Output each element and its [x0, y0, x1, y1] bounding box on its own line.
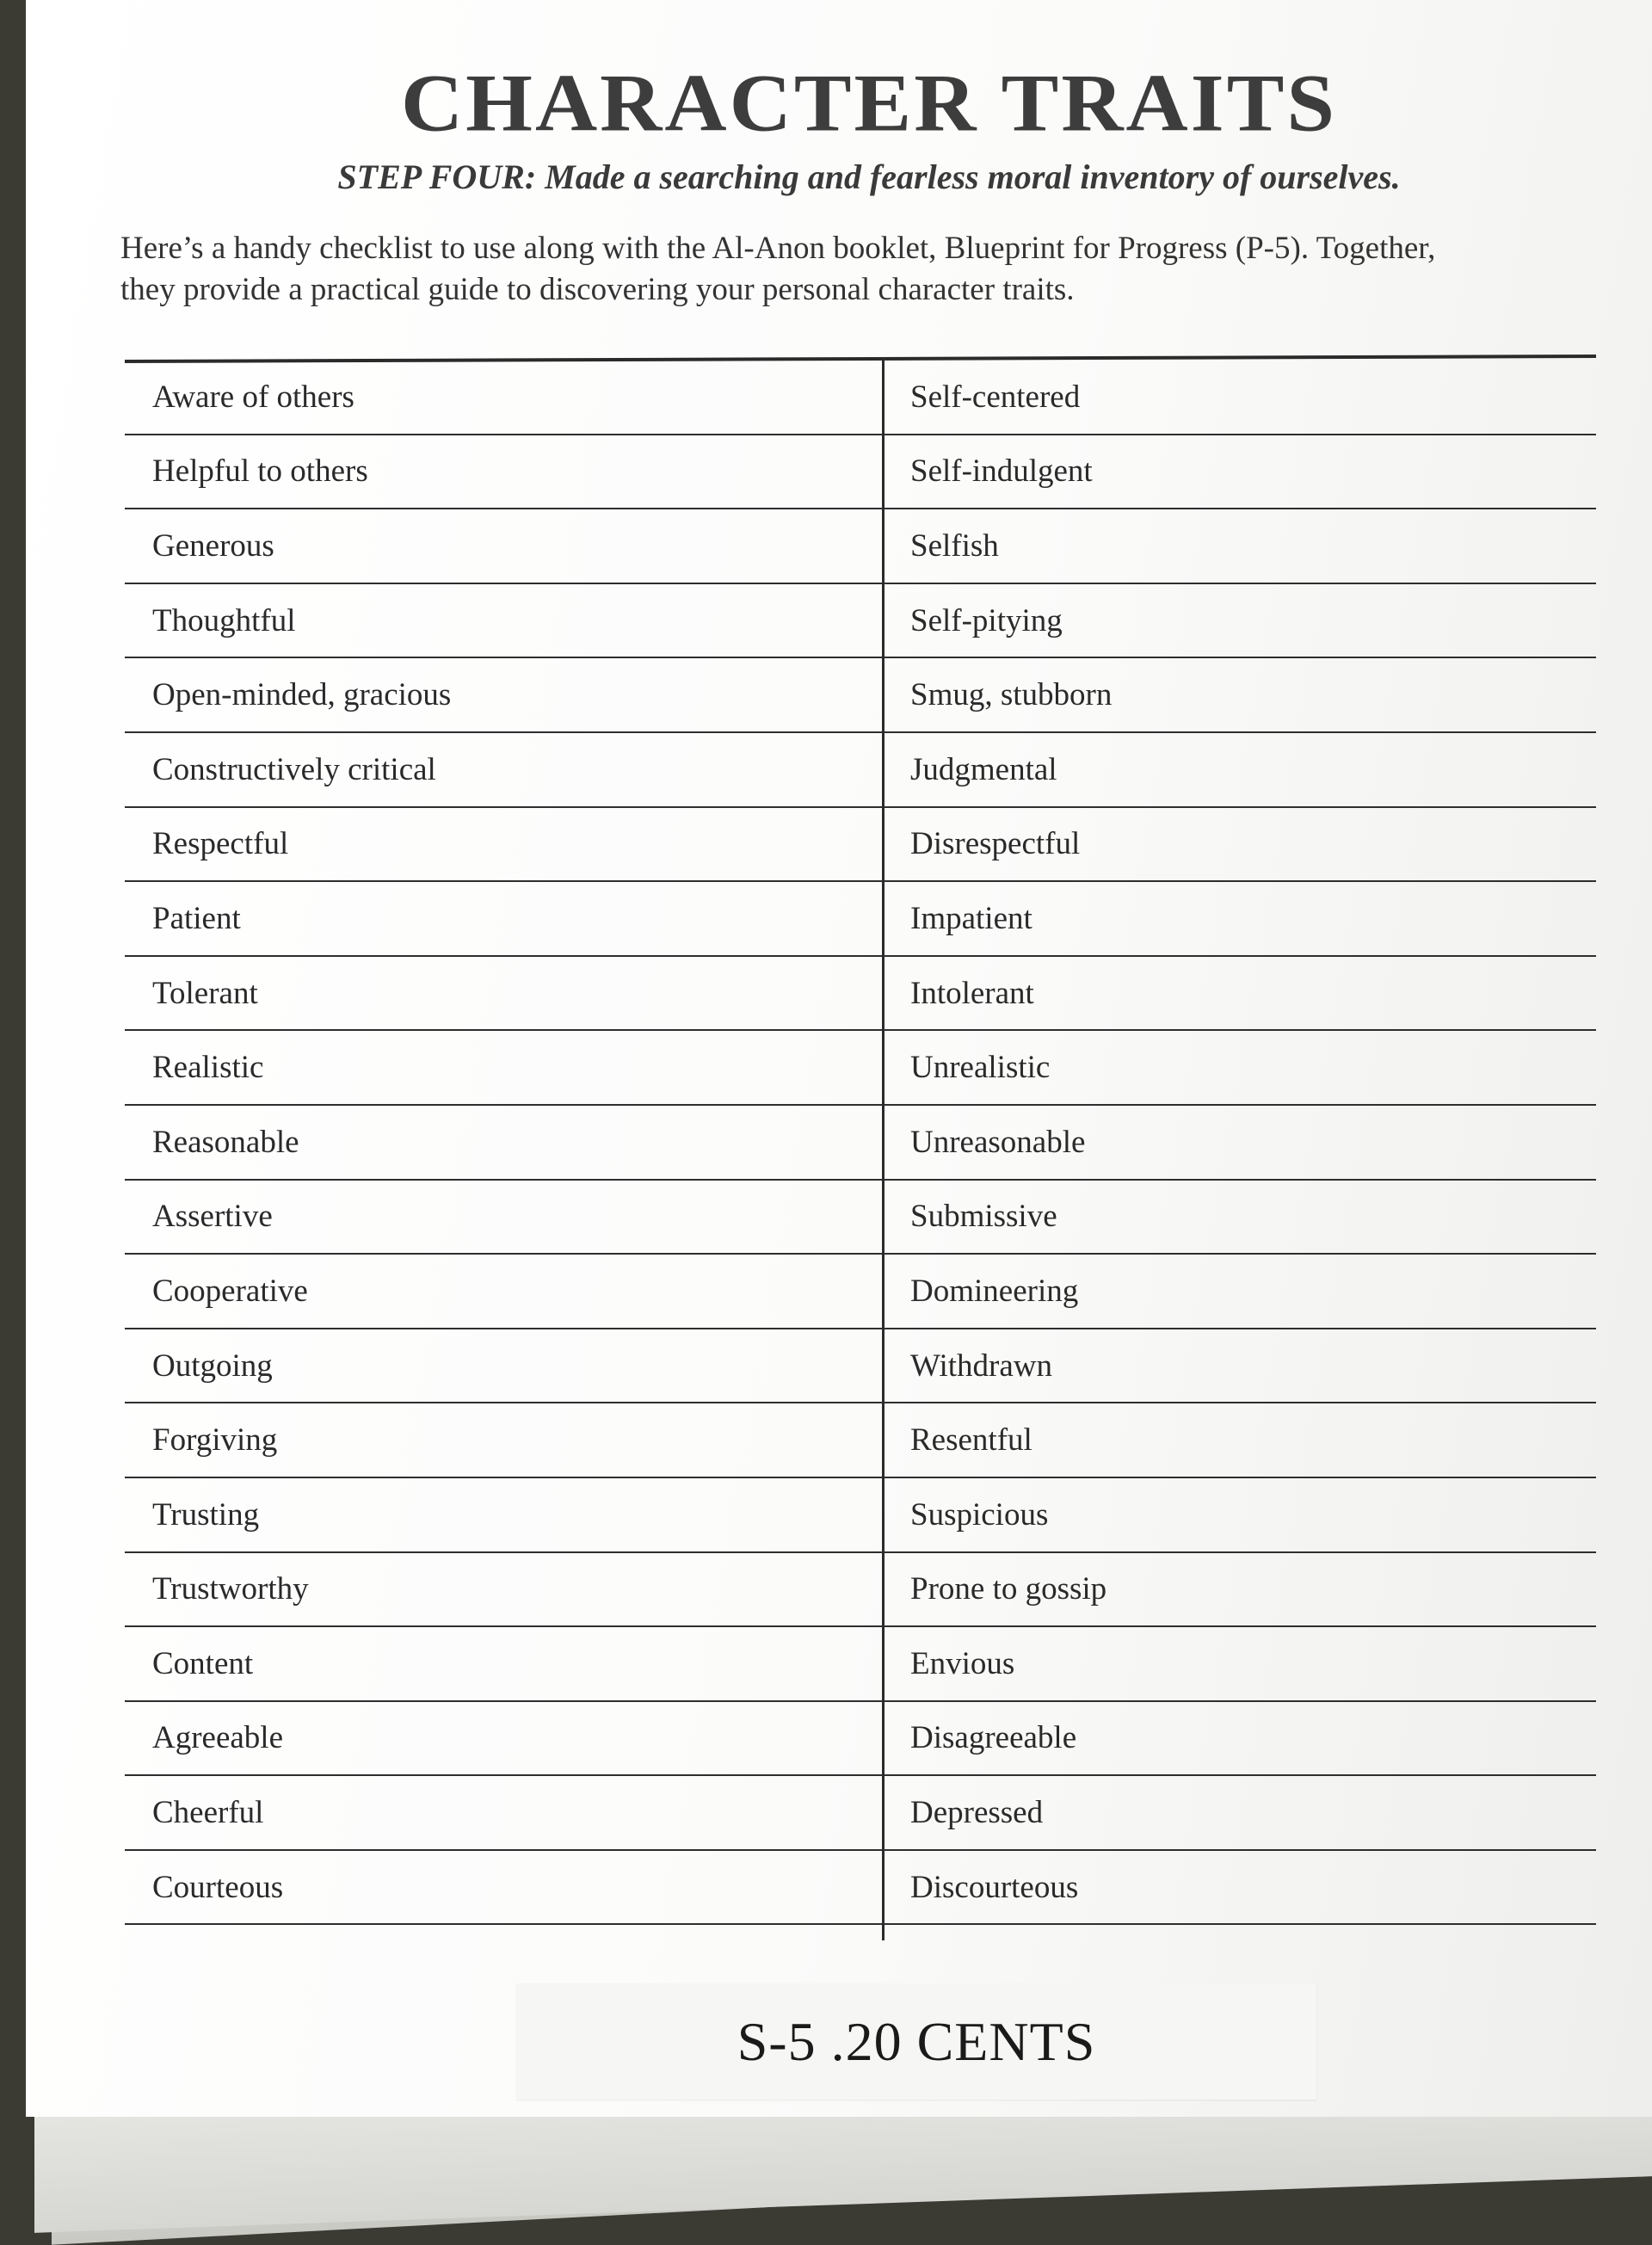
trait-positive: Respectful	[125, 808, 882, 883]
trait-positive: Content	[125, 1627, 882, 1702]
document-page	[26, 0, 1652, 2117]
trait-positive: Generous	[125, 509, 882, 584]
trait-positive: Constructively critical	[125, 733, 882, 808]
trait-positive: Helpful to others	[125, 435, 882, 510]
trait-negative: Resentful	[885, 1403, 1596, 1478]
trait-negative: Disrespectful	[885, 808, 1596, 883]
trait-positive: Cooperative	[125, 1255, 882, 1329]
trait-negative: Withdrawn	[885, 1329, 1596, 1404]
trait-positive: Cheerful	[125, 1776, 882, 1851]
trait-negative: Domineering	[885, 1255, 1596, 1329]
trait-positive: Courteous	[125, 1851, 882, 1926]
trait-positive: Trustworthy	[125, 1553, 882, 1628]
trait-positive: Tolerant	[125, 957, 882, 1032]
trait-negative: Smug, stubborn	[885, 658, 1596, 733]
trait-negative: Selfish	[885, 509, 1596, 584]
positive-traits-column	[125, 361, 882, 1925]
intro-paragraph	[120, 228, 1600, 311]
trait-negative: Depressed	[885, 1776, 1596, 1851]
trait-negative: Impatient	[885, 882, 1596, 957]
trait-negative: Disagreeable	[885, 1702, 1596, 1777]
trait-positive: Agreeable	[125, 1702, 882, 1777]
trait-negative: Suspicious	[885, 1478, 1596, 1553]
trait-negative: Intolerant	[885, 957, 1596, 1032]
trait-negative: Discourteous	[885, 1851, 1596, 1926]
trait-positive: Reasonable	[125, 1106, 882, 1181]
trait-positive: Aware of others	[125, 361, 882, 435]
intro-line: Here’s a handy checklist to use along with the Al-Anon booklet, Blueprint for Progress (P-5). Together,	[120, 231, 1436, 266]
price-label-text: S-5 .20 CENTS	[737, 2010, 1096, 2072]
trait-positive: Trusting	[125, 1478, 882, 1553]
trait-positive: Open-minded, gracious	[125, 658, 882, 733]
trait-positive: Patient	[125, 882, 882, 957]
page-title: CHARACTER TRAITS	[400, 57, 1338, 149]
trait-positive: Realistic	[125, 1031, 882, 1106]
intro-line: they provide a practical guide to discovering your personal character traits.	[120, 272, 1075, 307]
trait-negative: Prone to gossip	[885, 1553, 1596, 1628]
trait-negative: Unreasonable	[885, 1106, 1596, 1181]
negative-traits-column	[885, 361, 1596, 1925]
trait-negative: Judgmental	[885, 733, 1596, 808]
trait-negative: Self-centered	[885, 361, 1596, 435]
trait-positive: Assertive	[125, 1181, 882, 1255]
trait-negative: Self-pitying	[885, 584, 1596, 659]
trait-negative: Submissive	[885, 1181, 1596, 1255]
trait-negative: Envious	[885, 1627, 1596, 1702]
trait-positive: Thoughtful	[125, 584, 882, 659]
trait-negative: Unrealistic	[885, 1031, 1596, 1106]
trait-positive: Outgoing	[125, 1329, 882, 1404]
price-label	[516, 1983, 1316, 2100]
trait-positive: Forgiving	[125, 1403, 882, 1478]
trait-negative: Self-indulgent	[885, 435, 1596, 510]
page-subtitle: STEP FOUR: Made a searching and fearless moral inventory of ourselves.	[337, 157, 1401, 196]
traits-table	[125, 357, 1596, 1958]
